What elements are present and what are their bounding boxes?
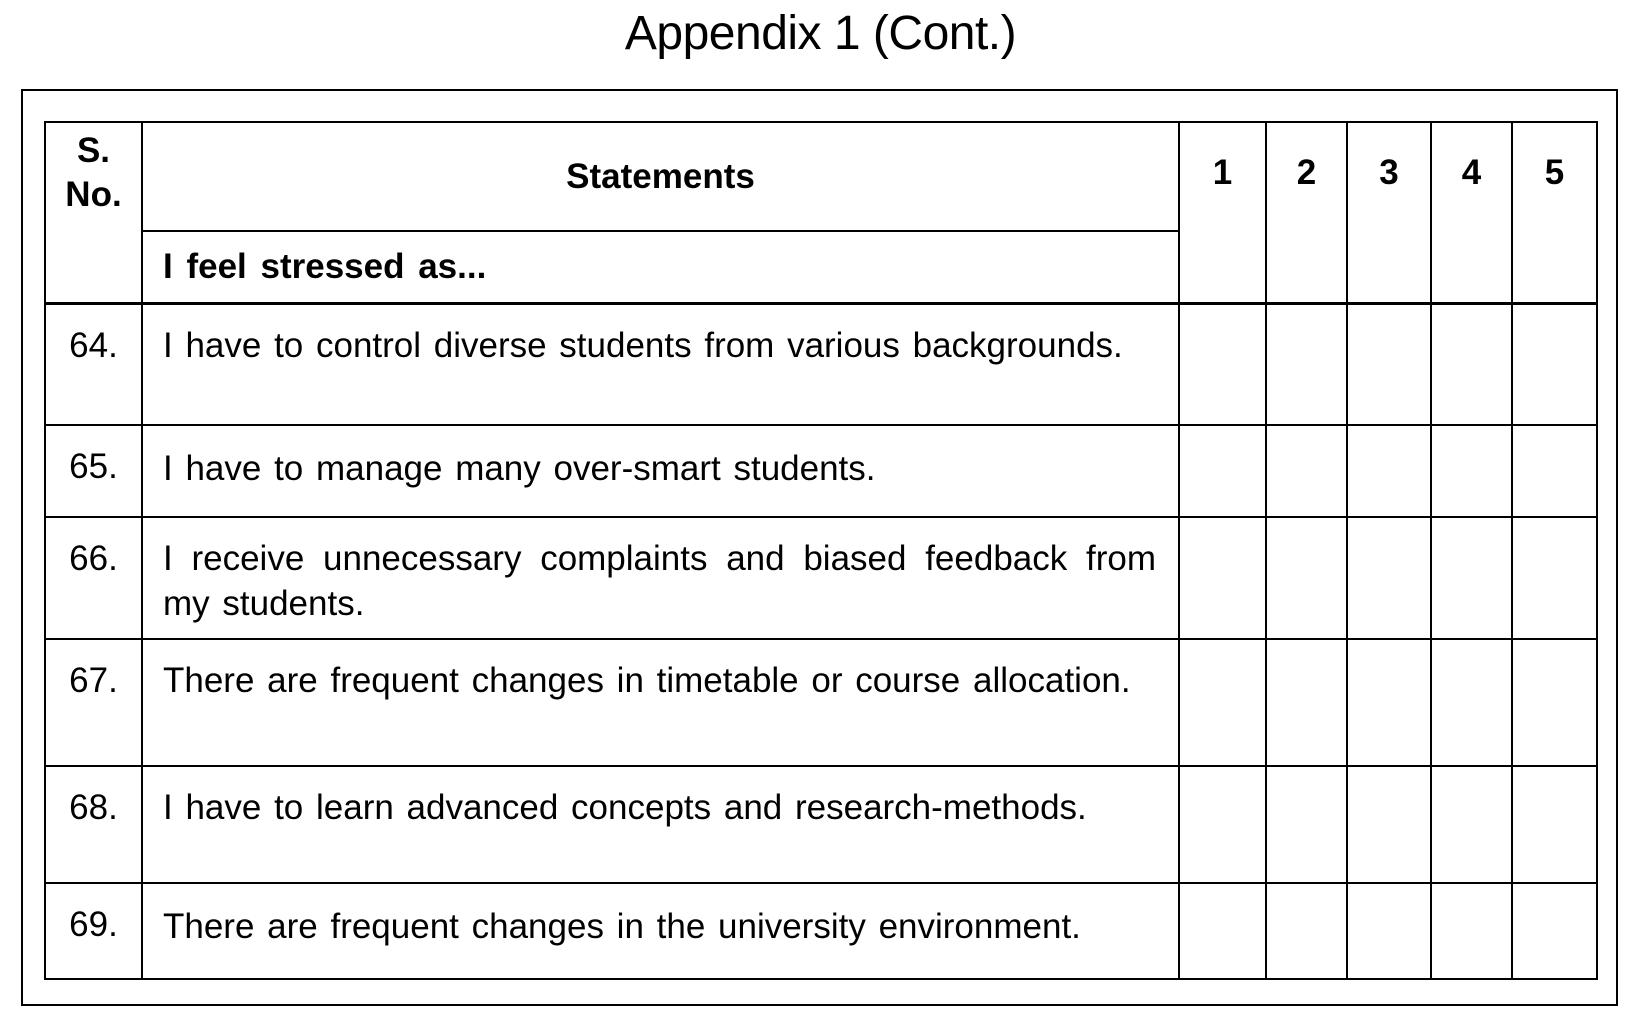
rating-box-3[interactable]: [1347, 517, 1431, 639]
row-number: 66.: [45, 517, 142, 639]
statement-text: There are frequent changes in the university environment.: [142, 883, 1179, 979]
rating-box-2[interactable]: [1266, 425, 1347, 517]
rating-box-2[interactable]: [1266, 766, 1347, 883]
rating-box-2[interactable]: [1266, 517, 1347, 639]
rating-box-4[interactable]: [1431, 304, 1512, 425]
rating-box-2[interactable]: [1266, 883, 1347, 979]
rating-box-5[interactable]: [1512, 304, 1597, 425]
rating-box-3[interactable]: [1347, 639, 1431, 766]
rating-box-3[interactable]: [1347, 883, 1431, 979]
table-row: [45, 766, 1597, 883]
rating-box-5[interactable]: [1512, 639, 1597, 766]
rating-box-2[interactable]: [1266, 639, 1347, 766]
row-number: 64.: [45, 304, 142, 425]
statement-text: There are frequent changes in timetable or course allocation.: [142, 639, 1179, 766]
rating-box-4[interactable]: [1431, 639, 1512, 766]
rating-box-4[interactable]: [1431, 425, 1512, 517]
table-row: [45, 304, 1597, 425]
row-number: 65.: [45, 425, 142, 517]
rating-box-4[interactable]: [1431, 766, 1512, 883]
rating-box-5[interactable]: [1512, 883, 1597, 979]
scale-header-4: 4: [1431, 122, 1512, 304]
rating-box-1[interactable]: [1179, 883, 1266, 979]
statement-text: I have to learn advanced concepts and research-methods.: [142, 766, 1179, 883]
rating-box-2[interactable]: [1266, 304, 1347, 425]
rating-box-4[interactable]: [1431, 517, 1512, 639]
rating-box-5[interactable]: [1512, 425, 1597, 517]
header-row: [45, 122, 1597, 231]
statements-header: Statements: [142, 122, 1179, 231]
survey-table: [44, 121, 1598, 980]
statement-text: I have to manage many over-smart students.: [142, 425, 1179, 517]
statements-subheader: I feel stressed as...: [142, 231, 1179, 304]
scale-header-1: 1: [1179, 122, 1266, 304]
rating-box-3[interactable]: [1347, 304, 1431, 425]
table-row: [45, 639, 1597, 766]
row-number: 67.: [45, 639, 142, 766]
row-number: 68.: [45, 766, 142, 883]
table-row: [45, 425, 1597, 517]
rating-box-1[interactable]: [1179, 517, 1266, 639]
rating-box-3[interactable]: [1347, 425, 1431, 517]
rating-box-4[interactable]: [1431, 883, 1512, 979]
rating-box-1[interactable]: [1179, 425, 1266, 517]
scale-header-2: 2: [1266, 122, 1347, 304]
page-title: Appendix 1 (Cont.): [624, 7, 1017, 60]
rating-box-5[interactable]: [1512, 517, 1597, 639]
scale-header-3: 3: [1347, 122, 1431, 304]
rating-box-5[interactable]: [1512, 766, 1597, 883]
row-number: 69.: [45, 883, 142, 979]
table-row: [45, 517, 1597, 639]
rating-box-1[interactable]: [1179, 304, 1266, 425]
table-row: [45, 883, 1597, 979]
sno-header: S. No.: [45, 122, 142, 304]
scale-header-5: 5: [1512, 122, 1597, 304]
rating-box-1[interactable]: [1179, 639, 1266, 766]
rating-box-3[interactable]: [1347, 766, 1431, 883]
statement-text: I have to control diverse students from various backgrounds.: [142, 304, 1179, 425]
statement-text: I receive unnecessary complaints and biased feedback from my students.: [142, 517, 1179, 639]
rating-box-1[interactable]: [1179, 766, 1266, 883]
